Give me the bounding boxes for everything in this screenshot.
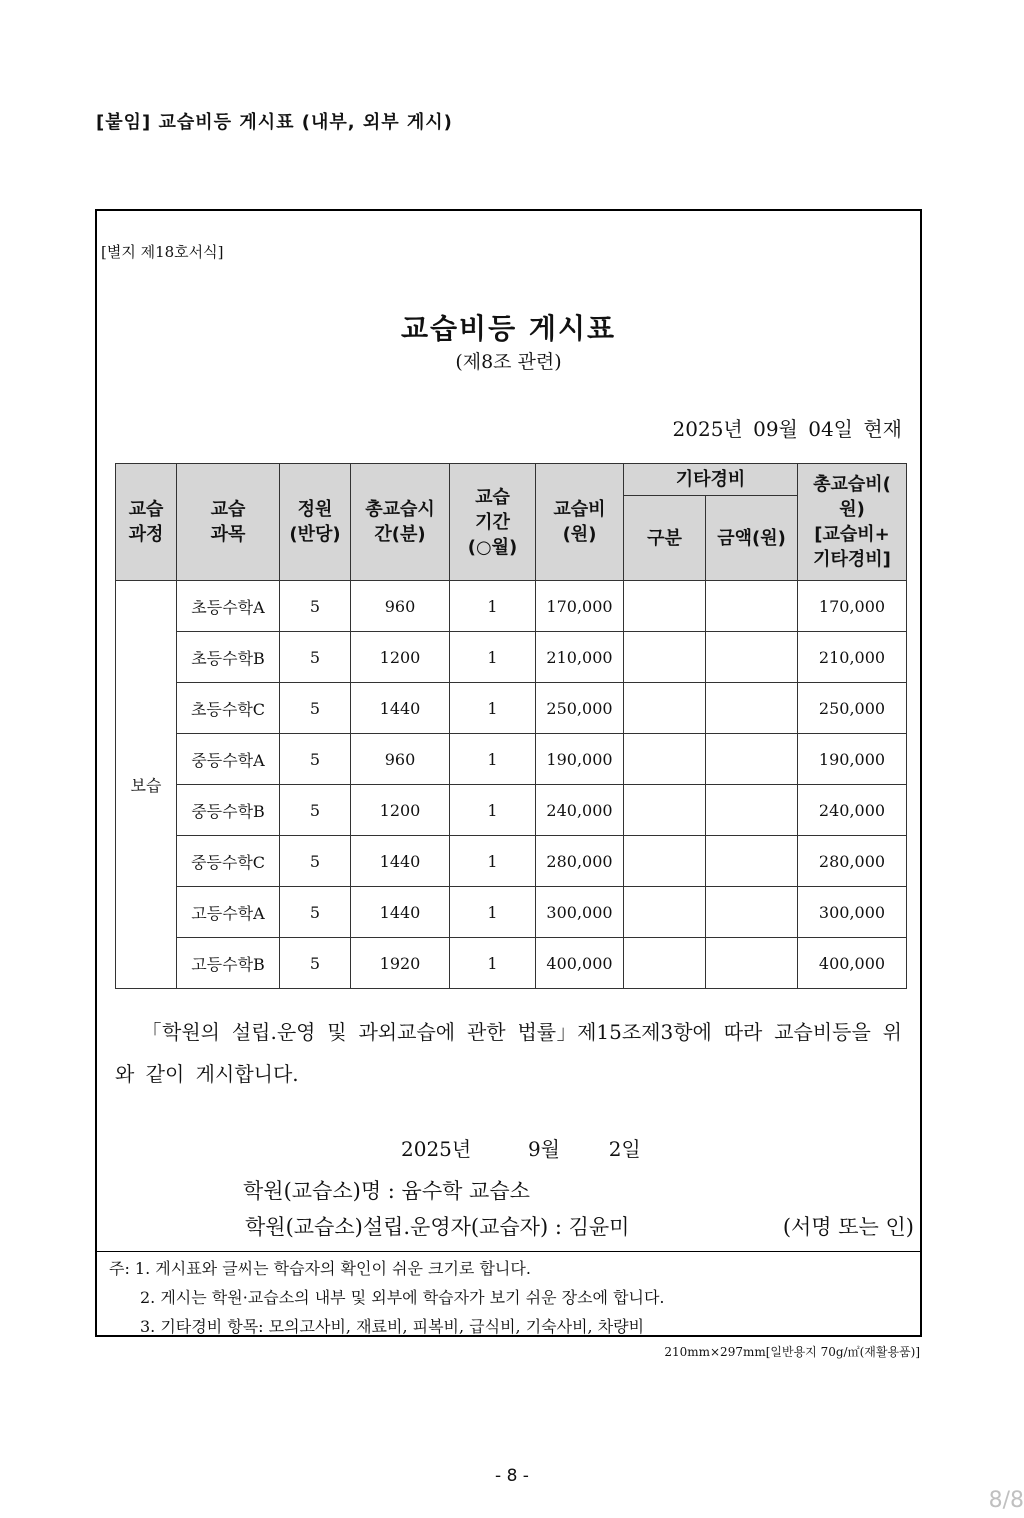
table-row (116, 683, 907, 734)
cell-other-type (624, 785, 706, 836)
page-counter: 8/8 (988, 1488, 1024, 1513)
table-row (116, 887, 907, 938)
cell-total: 250,000 (798, 683, 907, 734)
header-total-time: 총교습시 간(분) (351, 464, 450, 581)
cell-capacity: 5 (280, 683, 351, 734)
cell-total-time: 1920 (351, 938, 450, 989)
cell-other-type (624, 632, 706, 683)
cell-total-time: 1440 (351, 887, 450, 938)
header-other-expenses: 기타경비 (624, 464, 798, 496)
cell-subject: 고등수학A (177, 887, 280, 938)
cell-fee: 250,000 (536, 683, 624, 734)
document-title: 교습비등 게시표 (400, 312, 617, 345)
cell-total: 170,000 (798, 581, 907, 632)
cell-capacity: 5 (280, 734, 351, 785)
cell-other-amount (706, 938, 798, 989)
operator-name: 학원(교습소)설립.운영자(교습자) : 김윤미 (245, 1215, 630, 1239)
cell-total-time: 960 (351, 734, 450, 785)
cell-fee: 190,000 (536, 734, 624, 785)
cell-subject: 초등수학A (177, 581, 280, 632)
header-subject: 교습 과목 (177, 464, 280, 581)
header-other-amount: 금액(원) (706, 496, 798, 581)
cell-fee: 240,000 (536, 785, 624, 836)
cell-period: 1 (450, 734, 536, 785)
statement: 「학원의 설립.운영 및 과외교습에 관한 법률」제15조제3항에 따라 교습비등을 위와 같이 게시합니다. (115, 1020, 902, 1086)
table-row (116, 734, 907, 785)
cell-period: 1 (450, 632, 536, 683)
cell-capacity: 5 (280, 632, 351, 683)
cell-other-amount (706, 785, 798, 836)
cell-total: 280,000 (798, 836, 907, 887)
cell-subject: 초등수학C (177, 683, 280, 734)
form-number: [별지 제18호서식] (101, 243, 224, 261)
cell-total-time: 960 (351, 581, 450, 632)
cell-other-amount (706, 581, 798, 632)
cell-period: 1 (450, 581, 536, 632)
note-item: 2. 게시는 학원·교습소의 내부 및 외부에 학습자가 보기 쉬운 장소에 합니다. (140, 1288, 665, 1307)
header-capacity: 정원 (반당) (280, 464, 351, 581)
page-number: - 8 - (495, 1466, 529, 1486)
cell-capacity: 5 (280, 938, 351, 989)
signature-date (401, 1133, 641, 1162)
cell-capacity: 5 (280, 887, 351, 938)
cell-other-type (624, 581, 706, 632)
cell-subject: 중등수학A (177, 734, 280, 785)
form-frame (95, 209, 922, 1337)
cell-other-type (624, 734, 706, 785)
signature-year: 2025년 (401, 1137, 472, 1161)
cell-capacity: 5 (280, 581, 351, 632)
cell-period: 1 (450, 785, 536, 836)
header-total-fee: 총교습비( 원) [교습비+ 기타경비] (798, 464, 907, 581)
cell-capacity: 5 (280, 785, 351, 836)
cell-other-type (624, 683, 706, 734)
table-row (116, 632, 907, 683)
table-row (116, 836, 907, 887)
cell-other-type (624, 938, 706, 989)
cell-total-time: 1200 (351, 785, 450, 836)
cell-other-type (624, 836, 706, 887)
cell-subject: 초등수학B (177, 632, 280, 683)
cell-total: 190,000 (798, 734, 907, 785)
note-item: 주: 1. 게시표와 글씨는 학습자의 확인이 쉬운 크기로 합니다. (109, 1259, 531, 1278)
table-row (116, 938, 907, 989)
notes-section (97, 1251, 920, 1335)
cell-total: 300,000 (798, 887, 907, 938)
cell-period: 1 (450, 887, 536, 938)
cell-fee: 170,000 (536, 581, 624, 632)
cell-fee: 300,000 (536, 887, 624, 938)
paper-spec: 210mm×297mm[일반용지 70g/㎡(재활용품)] (664, 1345, 920, 1359)
cell-other-amount (706, 683, 798, 734)
cell-fee: 210,000 (536, 632, 624, 683)
cell-capacity: 5 (280, 836, 351, 887)
cell-total-time: 1440 (351, 683, 450, 734)
cell-total: 240,000 (798, 785, 907, 836)
cell-period: 1 (450, 683, 536, 734)
cell-course: 보습 (116, 581, 177, 989)
as-of-date: 2025년 09월 04일 현재 (672, 417, 902, 441)
note-item: 3. 기타경비 항목: 모의고사비, 재료비, 피복비, 급식비, 기숙사비, 차량비 (140, 1317, 645, 1336)
signature-day: 2일 (608, 1137, 641, 1161)
cell-other-amount (706, 734, 798, 785)
cell-period: 1 (450, 836, 536, 887)
cell-subject: 고등수학B (177, 938, 280, 989)
cell-total-time: 1200 (351, 632, 450, 683)
cell-fee: 400,000 (536, 938, 624, 989)
cell-total: 210,000 (798, 632, 907, 683)
cell-other-amount (706, 632, 798, 683)
cell-other-amount (706, 836, 798, 887)
cell-subject: 중등수학C (177, 836, 280, 887)
header-fee: 교습비 (원) (536, 464, 624, 581)
cell-other-type (624, 887, 706, 938)
attachment-header: [붙임] 교습비등 게시표 (내부, 외부 게시) (96, 112, 453, 133)
cell-subject: 중등수학B (177, 785, 280, 836)
signature-note: (서명 또는 인) (782, 1215, 914, 1239)
table-row (116, 581, 907, 632)
cell-period: 1 (450, 938, 536, 989)
academy-name: 학원(교습소)명 : 윰수학 교습소 (243, 1179, 530, 1203)
document-subtitle: (제8조 관련) (455, 351, 562, 373)
header-period: 교습 기간 (○월) (450, 464, 536, 581)
fee-table (115, 463, 907, 989)
cell-total: 400,000 (798, 938, 907, 989)
signature-month: 9월 (527, 1137, 560, 1161)
header-other-type: 구분 (624, 496, 706, 581)
cell-other-amount (706, 887, 798, 938)
header-course: 교습 과정 (116, 464, 177, 581)
cell-total-time: 1440 (351, 836, 450, 887)
cell-fee: 280,000 (536, 836, 624, 887)
table-row (116, 785, 907, 836)
